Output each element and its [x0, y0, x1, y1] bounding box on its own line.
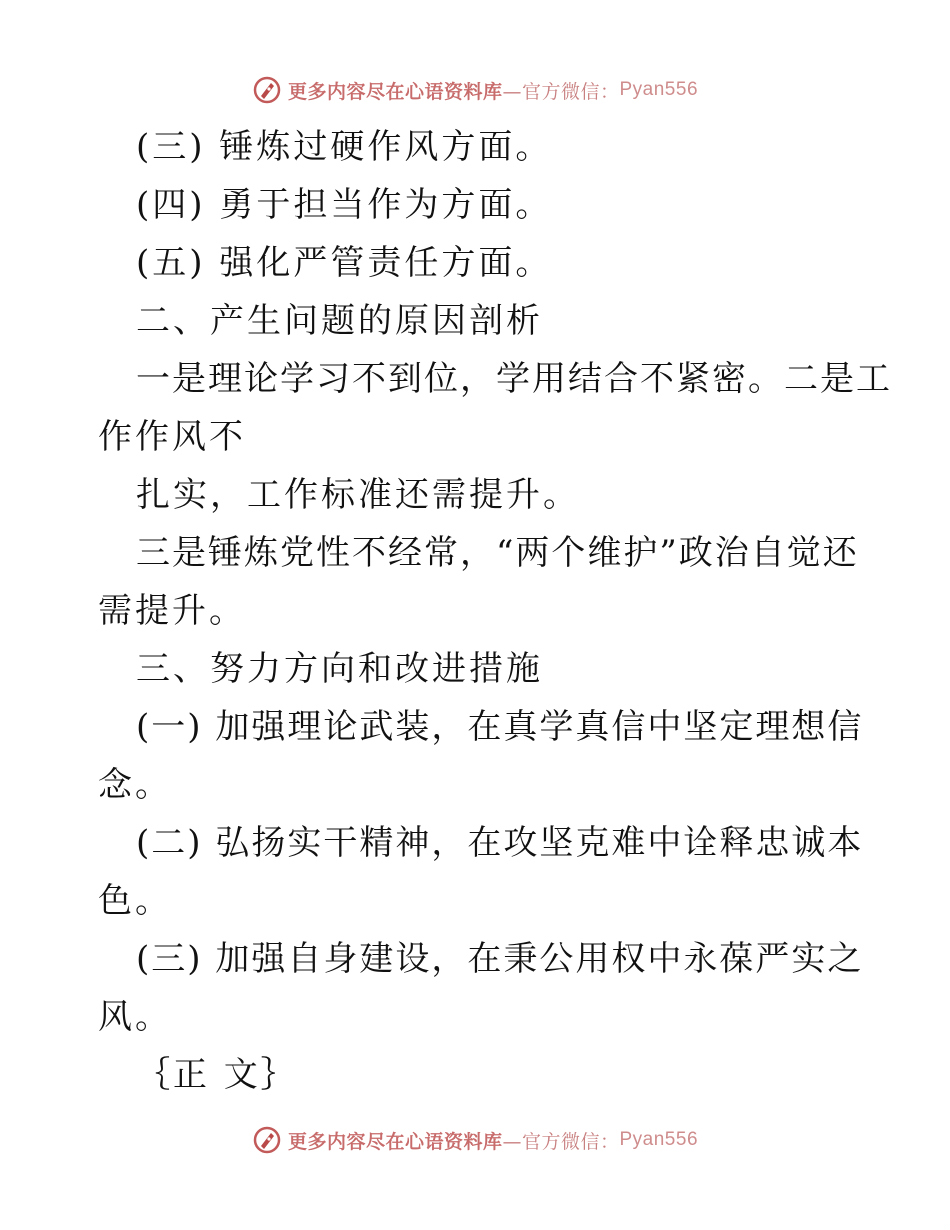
- paragraph-line: 三是锤炼党性不经常，“两个维护”政治自觉还: [136, 533, 859, 573]
- watermark-separator-text: —官方微信：: [502, 80, 620, 103]
- outline-item: (五) 强化严管责任方面。: [136, 243, 553, 283]
- paragraph-line: 作作风不: [98, 417, 246, 457]
- outline-item: (四) 勇于担当作为方面。: [136, 185, 553, 225]
- section-heading: 三、努力方向和改进措施: [136, 649, 543, 689]
- outline-item: (三) 锤炼过硬作风方面。: [136, 127, 553, 167]
- paragraph-line: 一是理论学习不到位，学用结合不紧密。二是工: [136, 359, 892, 399]
- paragraph-line: 色。: [98, 881, 172, 921]
- header-watermark: [0, 70, 950, 110]
- watermark-main-text: 更多内容尽在心语资料库: [287, 1130, 503, 1153]
- watermark-wechat-id: Pyan556: [619, 79, 699, 100]
- paragraph-line: 风。: [98, 997, 172, 1037]
- pen-nib-circle-icon: [252, 1125, 282, 1155]
- watermark-wechat-id: Pyan556: [619, 1129, 699, 1150]
- body-marker: ｛正 文｝: [136, 1055, 298, 1095]
- watermark-main-text: 更多内容尽在心语资料库: [287, 80, 503, 103]
- outline-item: (二) 弘扬实干精神，在攻坚克难中诠释忠诚本: [136, 823, 864, 863]
- pen-nib-circle-icon: [252, 75, 282, 105]
- paragraph-line: 需提升。: [98, 591, 246, 631]
- paragraph-line: 念。: [98, 765, 172, 805]
- outline-item: (一) 加强理论武装，在真学真信中坚定理想信: [136, 707, 864, 747]
- footer-watermark: [0, 1120, 950, 1160]
- outline-item: (三) 加强自身建设，在秉公用权中永葆严实之: [136, 939, 864, 979]
- watermark-separator-text: —官方微信：: [502, 1130, 620, 1153]
- document-body: [98, 118, 892, 1104]
- section-heading: 二、产生问题的原因剖析: [136, 301, 543, 341]
- paragraph-line: 扎实，工作标准还需提升。: [136, 475, 580, 515]
